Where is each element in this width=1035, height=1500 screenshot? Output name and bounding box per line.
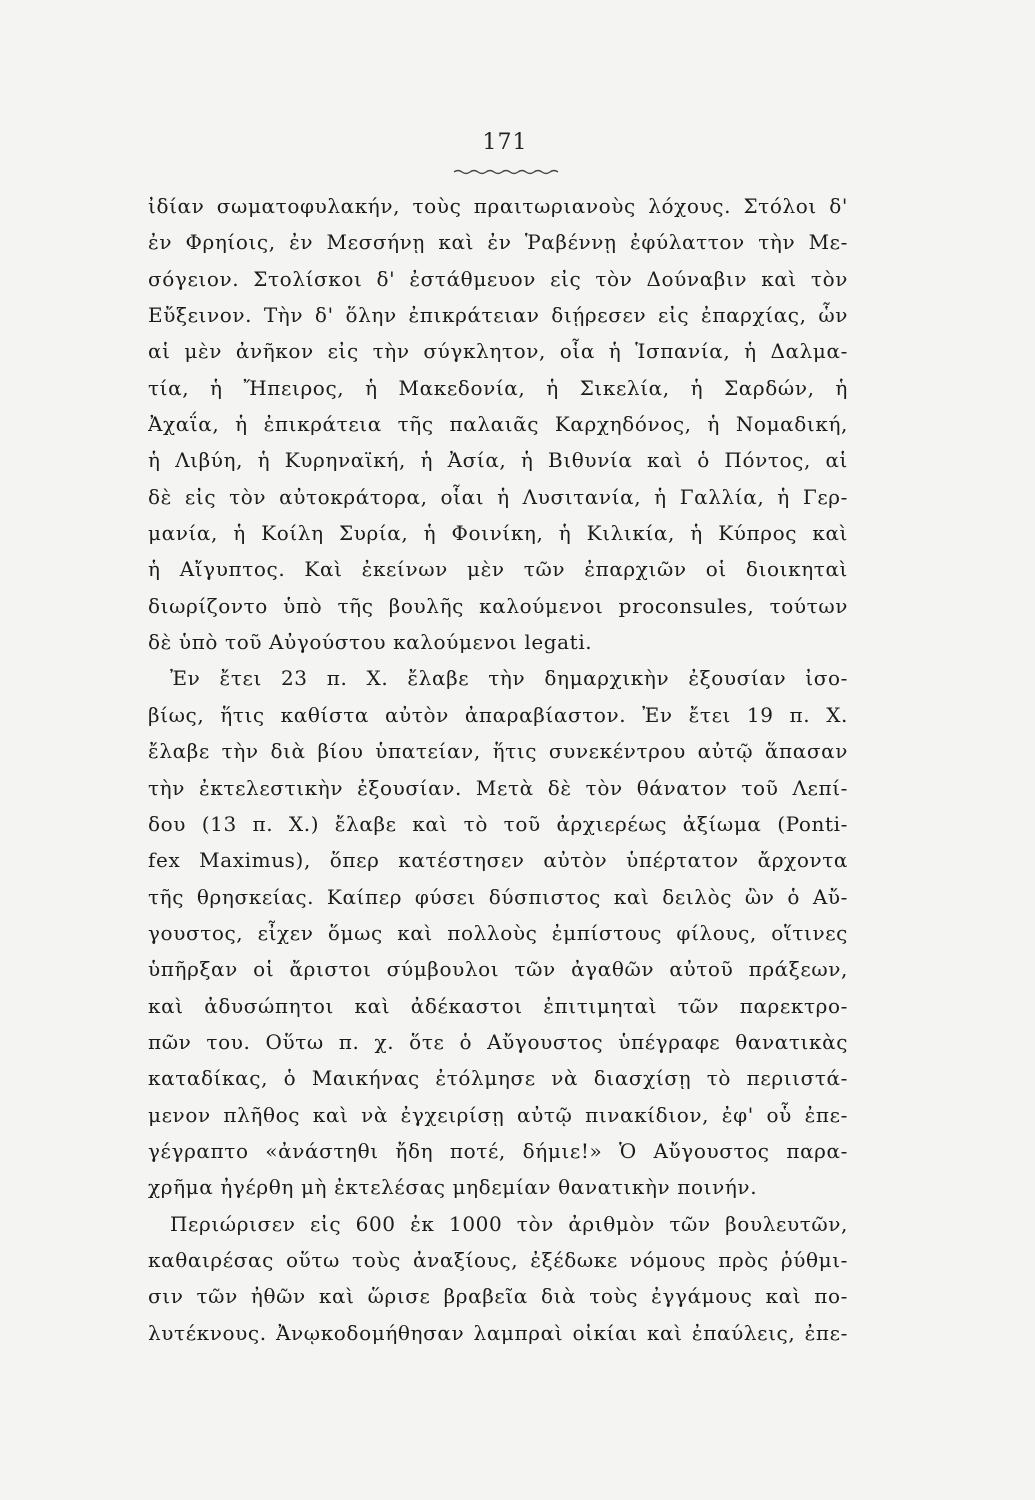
text-line: ἰδίαν σωματοφυλακήν, τοὺς πραιτωριανοὺς λόχους. Στόλοι δ' (148, 194, 848, 218)
text-line: πῶν του. Οὕτω π. χ. ὅτε ὁ Αὔγουστος ὑπέγραφε θανατικὰς (148, 1029, 848, 1054)
text-line: αἱ μὲν ἀνῆκον εἰς τὴν σύγκλητον, οἷα ἡ Ἱσπανία, ἡ Δαλμα- (148, 339, 848, 364)
text-line: σόγειον. Στολίσκοι δ' ἐστάθμευον εἰς τὸν Δούναβιν καὶ τὸν (148, 266, 848, 291)
text-line: γουστος, εἶχεν ὅμως καὶ πολλοὺς ἐμπίστους φίλους, οἵτινες (148, 920, 848, 945)
text-line: μενον πλῆθος καὶ νὰ ἐγχειρίσῃ αὐτῷ πινακίδιον, ἐφ' οὗ ἐπε- (148, 1102, 848, 1127)
text-line: γέγραπτο «ἀνάστηθι ἤδη ποτέ, δήμιε!» Ὁ Αὔγουστος παρα- (148, 1138, 848, 1163)
text-line: λυτέκνους. Ἀνῳκοδομήθησαν λαμπραὶ οἰκίαι καὶ ἐπαύλεις, ἐπε- (148, 1320, 848, 1345)
text-line: ἡ Αἴγυπτος. Καὶ ἐκείνων μὲν τῶν ἐπαρχιῶν οἱ διοικηταὶ (148, 557, 848, 582)
page-number-underline (452, 168, 562, 176)
text-line: Εὔξεινον. Τὴν δ' ὅλην ἐπικράτειαν διῄρεσεν εἰς ἐπαρχίας, ὧν (148, 303, 848, 328)
text-line: ἡ Λιβύη, ἡ Κυρηναϊκή, ἡ Ἀσία, ἡ Βιθυνία καὶ ὁ Πόντος, αἱ (148, 448, 848, 473)
text-line: καταδίκας, ὁ Μαικήνας ἐτόλμησε νὰ διασχίσῃ τὸ περιιστά- (148, 1066, 848, 1091)
text-line: καθαιρέσας οὕτω τοὺς ἀναξίους, ἐξέδωκε νόμους πρὸς ῥύθμι- (148, 1247, 848, 1272)
text-line: τῆς θρησκείας. Καίπερ φύσει δύσπιστος καὶ δειλὸς ὢν ὁ Αὔ- (148, 884, 848, 909)
page-number: 171 (482, 130, 528, 155)
text-line: καὶ ἀδυσώπητοι καὶ ἀδέκαστοι ἐπιτιμηταὶ τῶν παρεκτρο- (148, 993, 848, 1018)
text-line: δὲ ὑπὸ τοῦ Αὐγούστου καλούμενοι legati. (148, 630, 593, 655)
text-line: Περιώρισεν εἰς 600 ἐκ 1000 τὸν ἀριθμὸν τῶν βουλευτῶν, (170, 1211, 848, 1236)
text-line: τία, ἡ Ἤπειρος, ἡ Μακεδονία, ἡ Σικελία, ἡ Σαρδών, ἡ (148, 375, 848, 400)
text-line: ἐν Φρηίοις, ἐν Μεσσήνῃ καὶ ἐν Ῥαβέννῃ ἐφύλαττον τὴν Με- (148, 230, 848, 255)
text-line: δου (13 π. Χ.) ἔλαβε καὶ τὸ τοῦ ἀρχιερέως ἀξίωμα (Ponti- (148, 811, 848, 836)
text-line: χρῆμα ἠγέρθη μὴ ἐκτελέσας μηδεμίαν θανατικὴν ποινήν. (148, 1175, 758, 1200)
text-line: διωρίζοντο ὑπὸ τῆς βουλῆς καλούμενοι proconsules, τούτων (148, 593, 848, 618)
text-line: σιν τῶν ἠθῶν καὶ ὥρισε βραβεῖα διὰ τοὺς ἐγγάμους καὶ πο- (148, 1284, 848, 1309)
text-line: fex Maximus), ὅπερ κατέστησεν αὐτὸν ὑπέρτατον ἄρχοντα (148, 848, 848, 873)
text-line: δὲ εἰς τὸν αὐτοκράτορα, οἷαι ἡ Λυσιτανία, ἡ Γαλλία, ἡ Γερ- (148, 484, 848, 509)
text-line: ἔλαβε τὴν διὰ βίου ὑπατείαν, ἥτις συνεκέντρου αὐτῷ ἅπασαν (148, 739, 848, 764)
text-line: μανία, ἡ Κοίλη Συρία, ἡ Φοινίκη, ἡ Κιλικία, ἡ Κύπρος καὶ (148, 521, 848, 546)
text-line: Ἀχαΐα, ἡ ἐπικράτεια τῆς παλαιᾶς Καρχηδόνος, ἡ Νομαδική, (148, 412, 848, 437)
text-line: τὴν ἐκτελεστικὴν ἐξουσίαν. Μετὰ δὲ τὸν θάνατον τοῦ Λεπί- (148, 775, 848, 800)
text-line: Ἐν ἔτει 23 π. Χ. ἔλαβε τὴν δημαρχικὴν ἐξουσίαν ἰσο- (170, 666, 848, 691)
body-text (148, 188, 848, 1351)
text-line: βίως, ἥτις καθίστα αὐτὸν ἀπαραβίαστον. Ἐν ἔτει 19 π. Χ. (148, 702, 848, 727)
text-line: ὑπῆρξαν οἱ ἄριστοι σύμβουλοι τῶν ἀγαθῶν αὐτοῦ πράξεων, (148, 957, 848, 982)
